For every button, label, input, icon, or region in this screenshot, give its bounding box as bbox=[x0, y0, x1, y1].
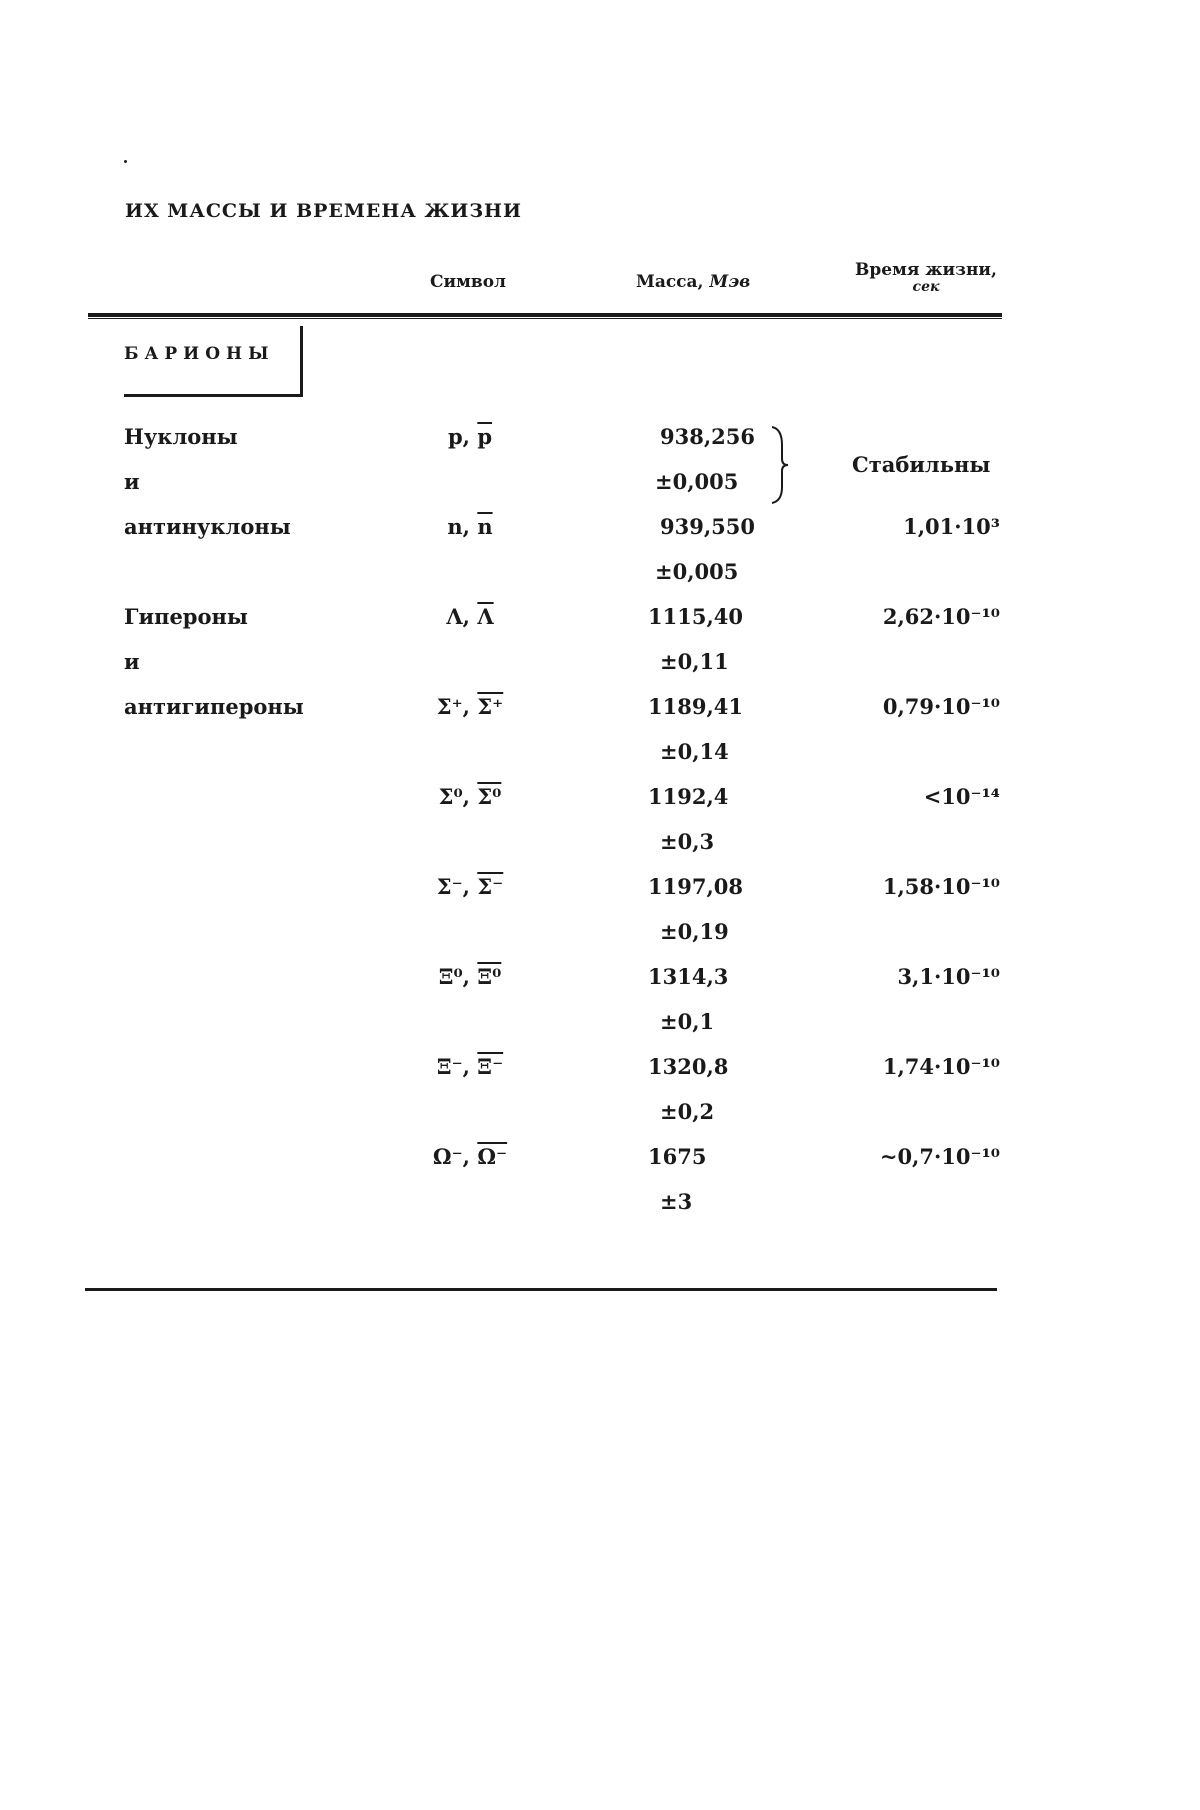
lifetime-value: 1,58·10⁻¹⁰ bbox=[882, 874, 1000, 899]
brace-icon bbox=[768, 425, 792, 505]
mass-value: 1314,3 bbox=[648, 964, 729, 989]
mass-value: 1320,8 bbox=[648, 1054, 729, 1079]
particle-symbol: Σ⁺, bbox=[436, 694, 470, 719]
column-header-mass bbox=[636, 272, 750, 292]
mass-value: 1197,08 bbox=[648, 874, 743, 899]
antiparticle-symbol: Σ⁰ bbox=[477, 784, 502, 809]
mass-error: ±0,3 bbox=[660, 829, 715, 854]
mass-value: 939,550 bbox=[660, 514, 755, 539]
mass-value: 1192,4 bbox=[648, 784, 729, 809]
table-row-symbol bbox=[380, 604, 560, 629]
mass-error: ±0,14 bbox=[660, 739, 729, 764]
lifetime-value: 1,01·10³ bbox=[903, 514, 1000, 539]
particle-symbol: Σ⁻, bbox=[436, 874, 470, 899]
table-row-symbol bbox=[380, 1144, 560, 1169]
column-header-symbol: Символ bbox=[430, 272, 507, 292]
table-row-symbol bbox=[380, 964, 560, 989]
particle-symbol: Ξ⁰, bbox=[438, 964, 470, 989]
table-row-symbol bbox=[380, 1054, 560, 1079]
stable-label: Стабильны bbox=[852, 452, 991, 477]
mass-error: ±0,005 bbox=[655, 559, 739, 584]
particle-symbol: Σ⁰, bbox=[438, 784, 470, 809]
group-label: и bbox=[124, 469, 140, 494]
table-row-symbol bbox=[380, 784, 560, 809]
particle-symbol: n, bbox=[447, 514, 470, 539]
mass-label: Масса, bbox=[636, 272, 704, 292]
particle-symbol: Ω⁻, bbox=[432, 1144, 470, 1169]
particle-symbol: Λ, bbox=[446, 604, 470, 629]
mass-error: ±3 bbox=[660, 1189, 693, 1214]
stray-dot bbox=[124, 160, 127, 163]
mass-unit: Мэв bbox=[709, 272, 751, 292]
antiparticle-symbol: Σ⁺ bbox=[477, 694, 504, 719]
lifetime-value: ~0,7·10⁻¹⁰ bbox=[879, 1144, 1000, 1169]
mass-value: 1115,40 bbox=[648, 604, 743, 629]
antiparticle-symbol: $\overline{\Lambda}$ bbox=[477, 604, 494, 629]
group-label: и bbox=[124, 649, 140, 674]
mass-value: 1675 bbox=[648, 1144, 707, 1169]
antiparticle-symbol: Σ⁻ bbox=[477, 874, 504, 899]
antiparticle-symbol: $\overline{n}$ bbox=[477, 514, 493, 539]
antiparticle-symbol: Ξ⁻ bbox=[477, 1054, 504, 1079]
lifetime-value: 1,74·10⁻¹⁰ bbox=[882, 1054, 1000, 1079]
antiparticle-symbol: Ω⁻ bbox=[477, 1144, 508, 1169]
mass-value: 938,256 bbox=[660, 424, 755, 449]
table-top-rule-thin bbox=[88, 318, 1002, 319]
table-top-rule bbox=[88, 313, 1002, 317]
mass-error: ±0,2 bbox=[660, 1099, 715, 1124]
lifetime-value: 0,79·10⁻¹⁰ bbox=[882, 694, 1000, 719]
lifetime-value: 3,1·10⁻¹⁰ bbox=[897, 964, 1000, 989]
lifetime-value: 2,62·10⁻¹⁰ bbox=[882, 604, 1000, 629]
particle-symbol: p, bbox=[448, 424, 470, 449]
particle-symbol: Ξ⁻, bbox=[436, 1054, 470, 1079]
table-row-symbol bbox=[380, 424, 560, 449]
group-label: антинуклоны bbox=[124, 514, 291, 539]
table-bottom-rule bbox=[85, 1288, 997, 1291]
mass-error: ±0,19 bbox=[660, 919, 729, 944]
lifetime-unit: сек bbox=[912, 279, 940, 295]
table-row-symbol bbox=[380, 694, 560, 719]
mass-error: ±0,11 bbox=[660, 649, 729, 674]
table-row-symbol bbox=[380, 514, 560, 539]
mass-error: ±0,1 bbox=[660, 1009, 715, 1034]
antiparticle-symbol: Ξ⁰ bbox=[477, 964, 502, 989]
group-label: Гипероны bbox=[124, 604, 248, 629]
page-title: ИХ МАССЫ И ВРЕМЕНА ЖИЗНИ bbox=[125, 200, 522, 222]
column-header-lifetime bbox=[846, 262, 1006, 296]
mass-error: ±0,005 bbox=[655, 469, 739, 494]
antiparticle-symbol: $\overline{p}$ bbox=[477, 424, 492, 449]
section-label: БАРИОНЫ bbox=[124, 344, 275, 364]
group-label: Нуклоны bbox=[124, 424, 238, 449]
mass-value: 1189,41 bbox=[648, 694, 743, 719]
table-row-symbol bbox=[380, 874, 560, 899]
group-label: антигипероны bbox=[124, 694, 304, 719]
lifetime-label: Время жизни, bbox=[855, 260, 997, 280]
lifetime-value: <10⁻¹⁴ bbox=[923, 784, 1000, 809]
